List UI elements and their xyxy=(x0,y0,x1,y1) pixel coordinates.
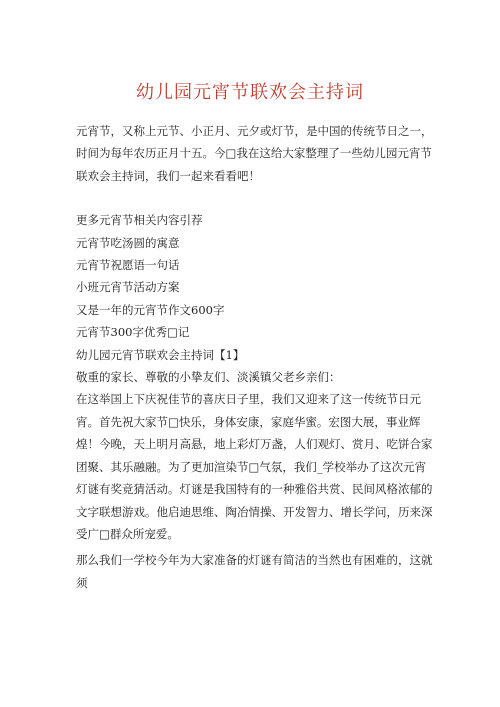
body-paragraph: 在这举国上下庆祝佳节的喜庆日子里，我们又迎来了这一传统节日元宵。首先祝大家节□快乐，身体安康，家庭华蜜。宏图大展，事业辉煌！今晚，天上明月高悬，地上彩灯万盏，人们观灯、赏月、吃饼合家团聚、其乐融融。为了更加渲染节□气氛，我们_学校举办了这次元宵灯谜有奖竞猜活动。灯谜是我国特有的一种雅俗共赏、民间风格浓郁的文字联想游戏。他启迪思维、陶冶情操、开发智力、增长学问，历来深受广□群众所宠爱。 xyxy=(76,392,433,541)
spacer xyxy=(76,187,436,209)
related-heading: 更多元宵节相关内容引荐 xyxy=(76,213,203,228)
related-link[interactable]: 元宵节300字优秀□记 xyxy=(76,325,190,340)
related-list xyxy=(76,209,436,343)
section-heading: 幼儿园元宵节联欢会主持词【1】 xyxy=(76,347,245,362)
related-link[interactable]: 小班元宵节活动方案 xyxy=(76,280,180,295)
document-body xyxy=(76,120,436,594)
greeting-line: 敬重的家长、尊敬的小挚友们、淡溪镇父老乡亲们： xyxy=(76,370,341,385)
related-link[interactable]: 元宵节祝愿语一句话 xyxy=(76,258,180,273)
document-title: 幼儿园元宵节联欢会主持词 xyxy=(136,82,364,103)
related-link[interactable]: 又是一年的元宵节作文600字 xyxy=(76,302,225,317)
intro-paragraph: 元宵节，又称上元节、小正月、元夕或灯节，是中国的传统节日之一，时间为每年农历正月十五。今□我在这给大家整理了一些幼儿园元宵节联欢会主持词，我们一起来看看吧！ xyxy=(76,124,433,183)
related-link[interactable]: 元宵节吃汤圆的寓意 xyxy=(76,235,180,250)
body-paragraph: 那么我们一学校今年为大家准备的灯谜有简洁的当然也有困难的，这就须 xyxy=(76,553,433,590)
